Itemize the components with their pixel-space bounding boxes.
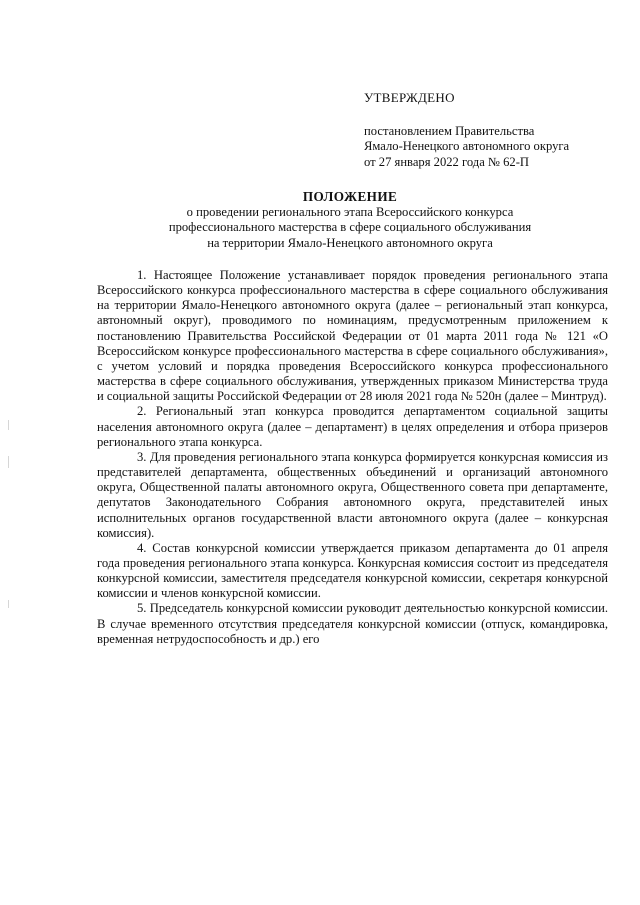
document-subtitle-line: профессионального мастерства в сфере социального обслуживания [168, 220, 532, 235]
approval-stamp-block [364, 90, 624, 170]
paragraph-2: 2. Региональный этап конкурса проводится департаментом социальной защиты населения автономного округа (далее – департамент) в целях определения и отбора призеров регионального этапа конкурса. [97, 404, 608, 449]
document-heading [90, 189, 610, 251]
approval-line: постановлением Правительства [364, 124, 535, 139]
document-subtitle-line: на территории Ямало-Ненецкого автономного округа [207, 235, 493, 250]
document-subtitle-line: о проведении регионального этапа Всероссийского конкурса [186, 205, 514, 220]
paragraph-4: 4. Состав конкурсной комиссии утверждается приказом департамента до 01 апреля года проведения регионального этапа конкурса. Конкурсная комиссия состоит из председателя конкурсной комиссии, заместителя председателя конкурсной комиссии, секретаря конкурсной комиссии и членов конкурсной комиссии. [97, 540, 608, 601]
approval-line: Ямало-Ненецкого автономного округа [364, 139, 570, 154]
scan-margin-mark [8, 456, 9, 468]
paragraph-5: 5. Председатель конкурсной комиссии руководит деятельностью конкурсной комиссии. В случае временного отсутствия председателя конкурсной комиссии (отпуск, командировка, временная нетрудоспособность и др.) его [97, 601, 608, 646]
scan-margin-mark [8, 600, 9, 608]
paragraph-1: 1. Настоящее Положение устанавливает порядок проведения регионального этапа Всероссийского конкурса профессионального мастерства в сфере социального обслуживания на территории Ямало-Ненецкого автономного округа (далее – региональный этап конкурса, автономный округ), проводимого по номинациям, предусмотренным приложением к постановлению Правительства Российской Федерации от 01 марта 2011 года № 121 «О Всероссийском конкурсе профессионального мастерства в сфере социального обслуживания», с учетом условий и порядка проведения Всероссийского конкурса профессионального мастерства в сфере социального обслуживания, утвержденных приказом Министерства труда и социальной защиты Российской Федерации от 28 июля 2021 года № 520н (далее – Минтруд). [97, 268, 608, 404]
approval-line: от 27 января 2022 года № 62-П [364, 154, 529, 169]
approval-title: УТВЕРЖДЕНО [364, 90, 455, 105]
document-body [97, 268, 608, 647]
document-title: ПОЛОЖЕНИЕ [302, 189, 398, 204]
paragraph-3: 3. Для проведения регионального этапа конкурса формируется конкурсная комиссия из представителей департамента, общественных объединений и организаций автономного округа, Общественной палаты автономного округа, Общественного совета при департаменте, депутатов Законодательного Собрания автономного округа, представителей иных исполнительных органов государственной власти автономного округа (далее – конкурсная комиссия). [97, 449, 608, 540]
scan-margin-mark [8, 420, 9, 430]
